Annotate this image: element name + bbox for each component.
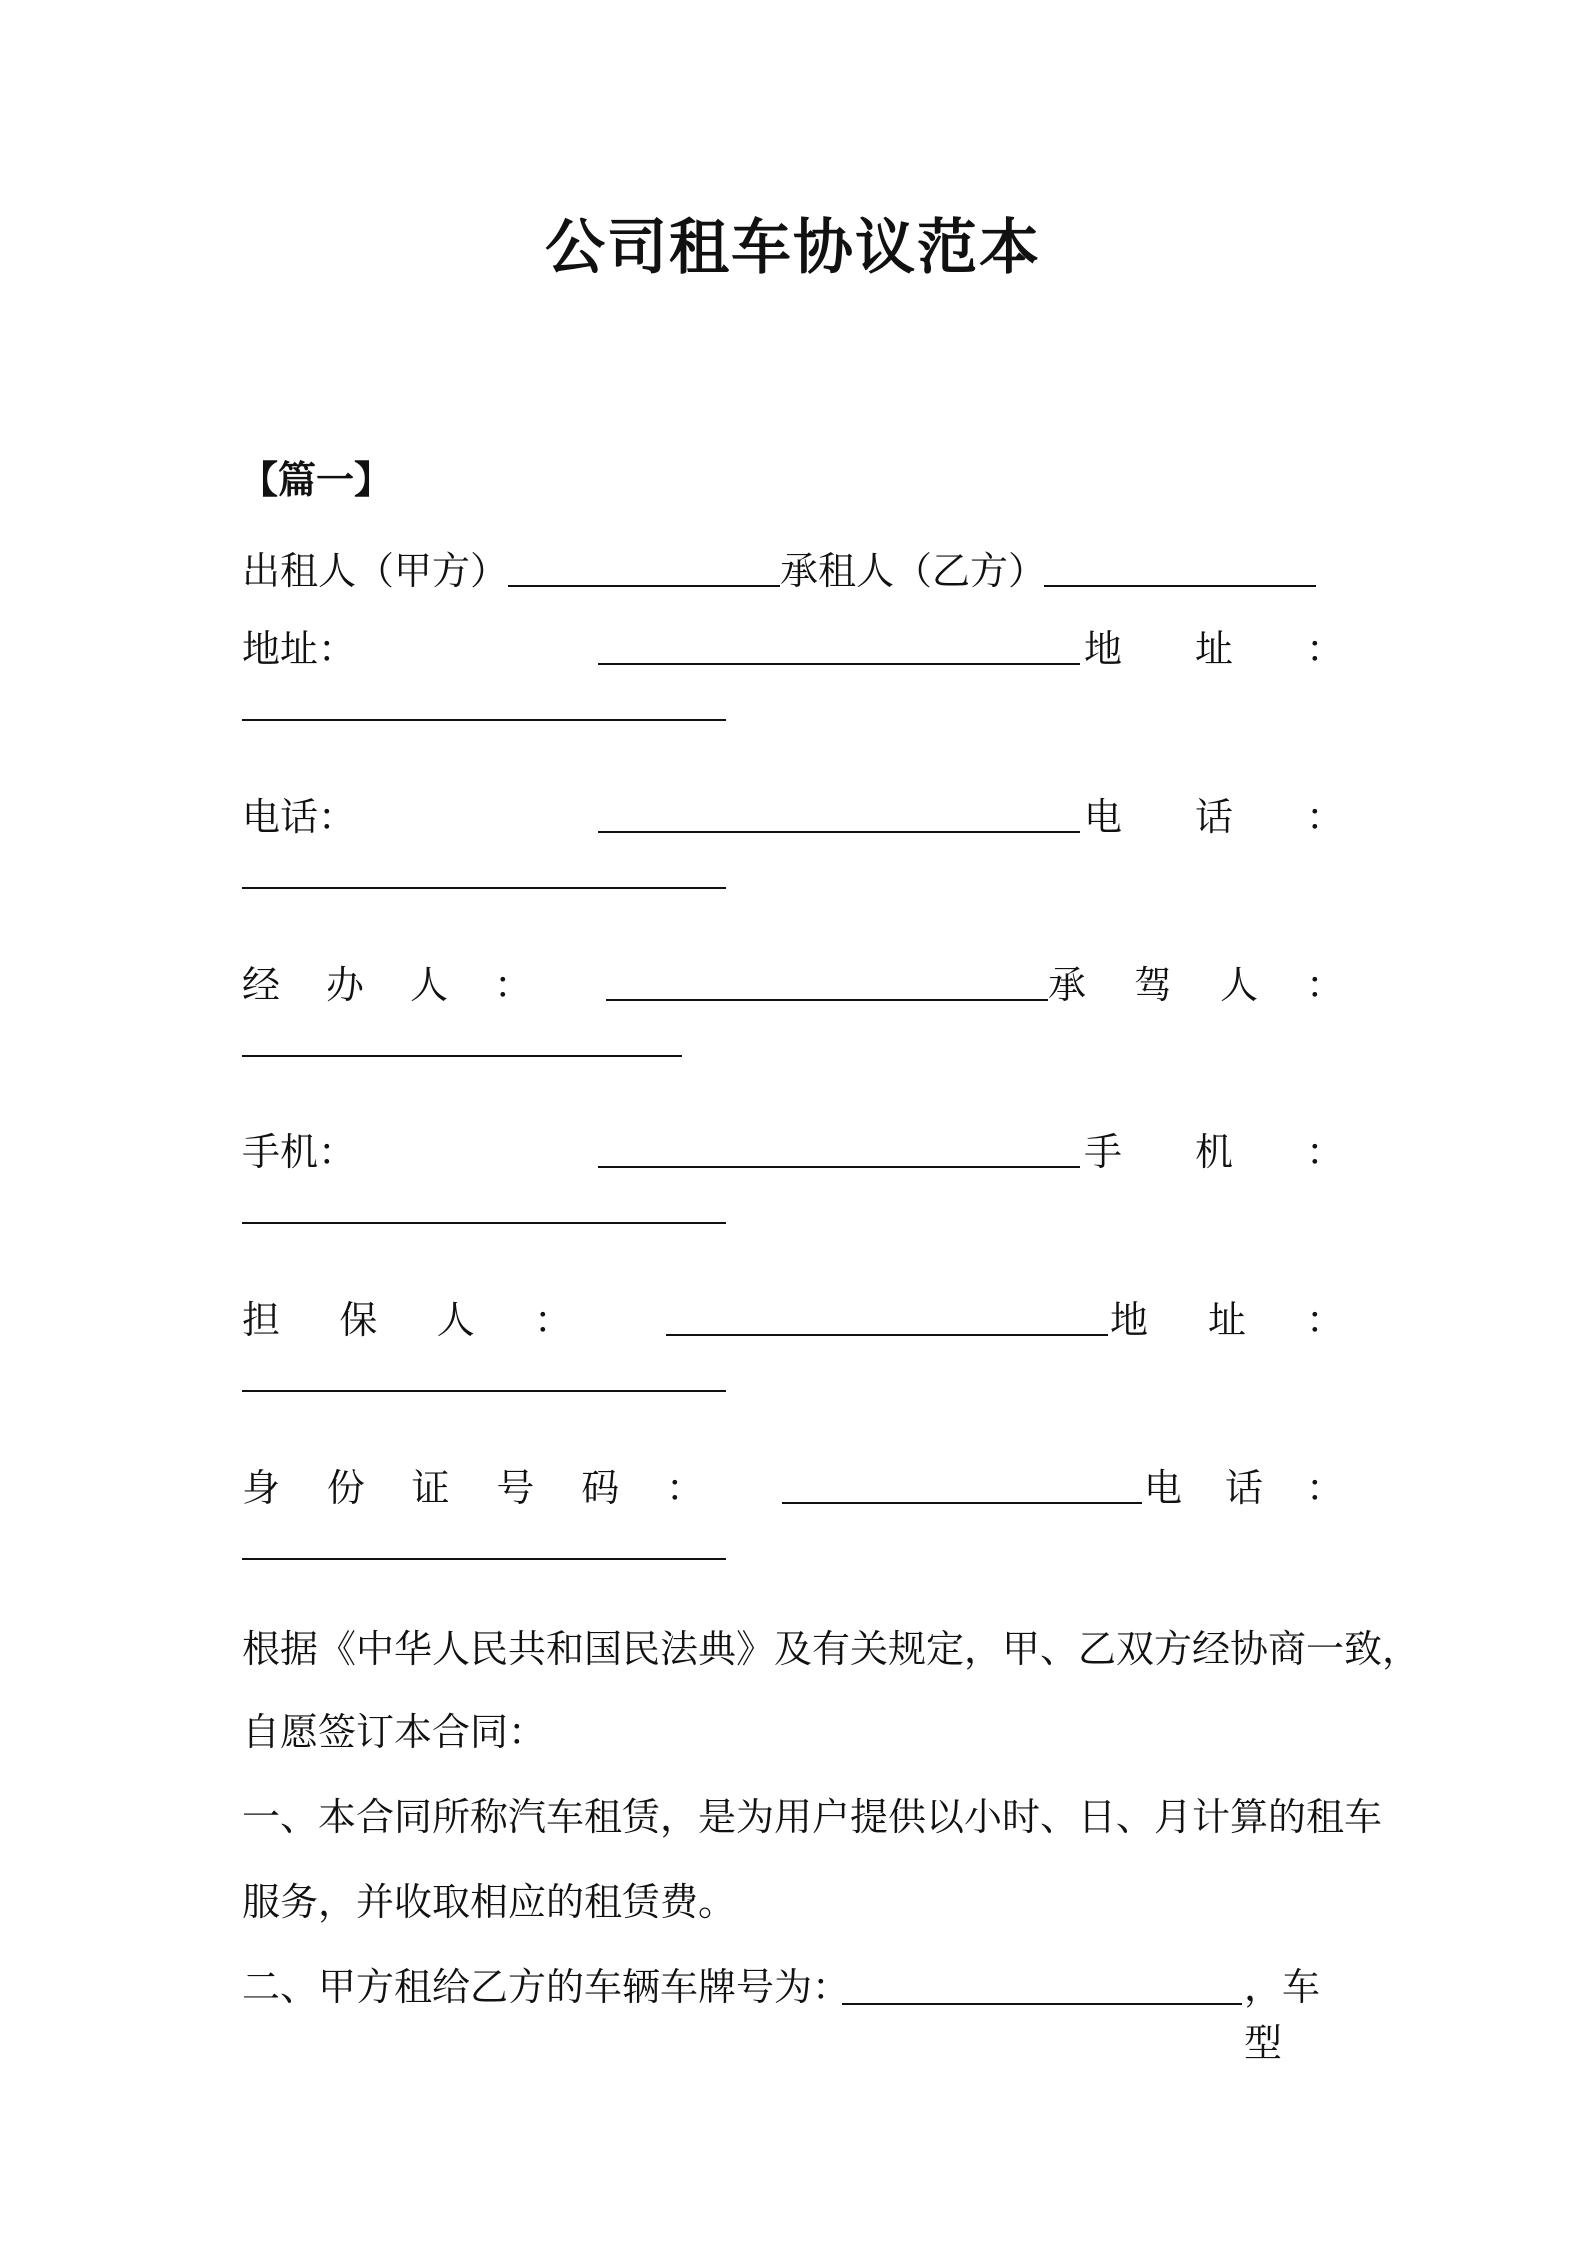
field-left-label: 身 份 证 号 码 ： [242, 1466, 704, 1510]
field-left-blank[interactable] [666, 1334, 1108, 1336]
lessee-label: 承租人（乙方） [780, 549, 1047, 593]
field-row [242, 957, 1344, 1013]
field-right-label: 地 址 ： [1110, 1298, 1344, 1342]
lessee-blank[interactable] [1044, 585, 1316, 587]
field-row [242, 1460, 1344, 1516]
field-left-blank[interactable] [782, 1502, 1142, 1504]
intro-line-1: 根据《中华人民共和国民法典》及有关规定，甲、乙双方经协商一致， [242, 1627, 1421, 1671]
field-right-blank[interactable] [242, 719, 726, 721]
field-right-label: 电 话 ： [1144, 1466, 1344, 1510]
field-left-label: 担 保 人 ： [242, 1298, 572, 1342]
field-left-blank[interactable] [598, 663, 1080, 665]
document-title: 公司租车协议范本 [545, 213, 1041, 283]
lessor-label: 出租人（甲方） [242, 549, 509, 593]
clause-1-line-2: 服务，并收取相应的租赁费。 [242, 1880, 737, 1924]
field-left-label: 经 办 人 ： [242, 963, 532, 1007]
field-right-label: 承 驾 人 ： [1048, 963, 1344, 1007]
field-row [242, 1292, 1344, 1348]
clause-2-row [242, 1959, 1344, 2065]
field-right-blank[interactable] [242, 1222, 726, 1224]
section-heading: 【篇一】 [240, 458, 393, 502]
lessor-blank[interactable] [508, 585, 780, 587]
field-right-label: 手 机 ： [1084, 1130, 1344, 1174]
field-left-label: 电 话 ： [242, 795, 357, 839]
plate-number-blank[interactable] [842, 2003, 1242, 2005]
clause-2-prefix: 二、甲方租给乙方的车辆车牌号为： [242, 1965, 851, 2009]
field-row [242, 789, 1344, 845]
field-right-blank[interactable] [242, 1055, 682, 1057]
field-right-label: 地 址 ： [1084, 627, 1344, 671]
field-right-blank[interactable] [242, 887, 726, 889]
field-row [242, 621, 1344, 677]
field-left-label: 地 址 ： [242, 627, 357, 671]
field-left-label: 手 机 ： [242, 1130, 357, 1174]
parties-row [242, 543, 1344, 599]
field-left-blank[interactable] [606, 999, 1048, 1001]
field-row [242, 1124, 1344, 1180]
field-left-blank[interactable] [598, 831, 1080, 833]
field-left-blank[interactable] [598, 1166, 1080, 1168]
field-right-blank[interactable] [242, 1390, 726, 1392]
field-right-label: 电 话 ： [1084, 795, 1344, 839]
clause-2-suffix: ，车型 [1244, 1965, 1321, 2065]
clause-1-line-1: 一、本合同所称汽车租赁，是为用户提供以小时、日、月计算的租车 [242, 1795, 1383, 1839]
field-right-blank[interactable] [242, 1558, 726, 1560]
intro-line-2: 自愿签订本合同： [242, 1710, 547, 1754]
